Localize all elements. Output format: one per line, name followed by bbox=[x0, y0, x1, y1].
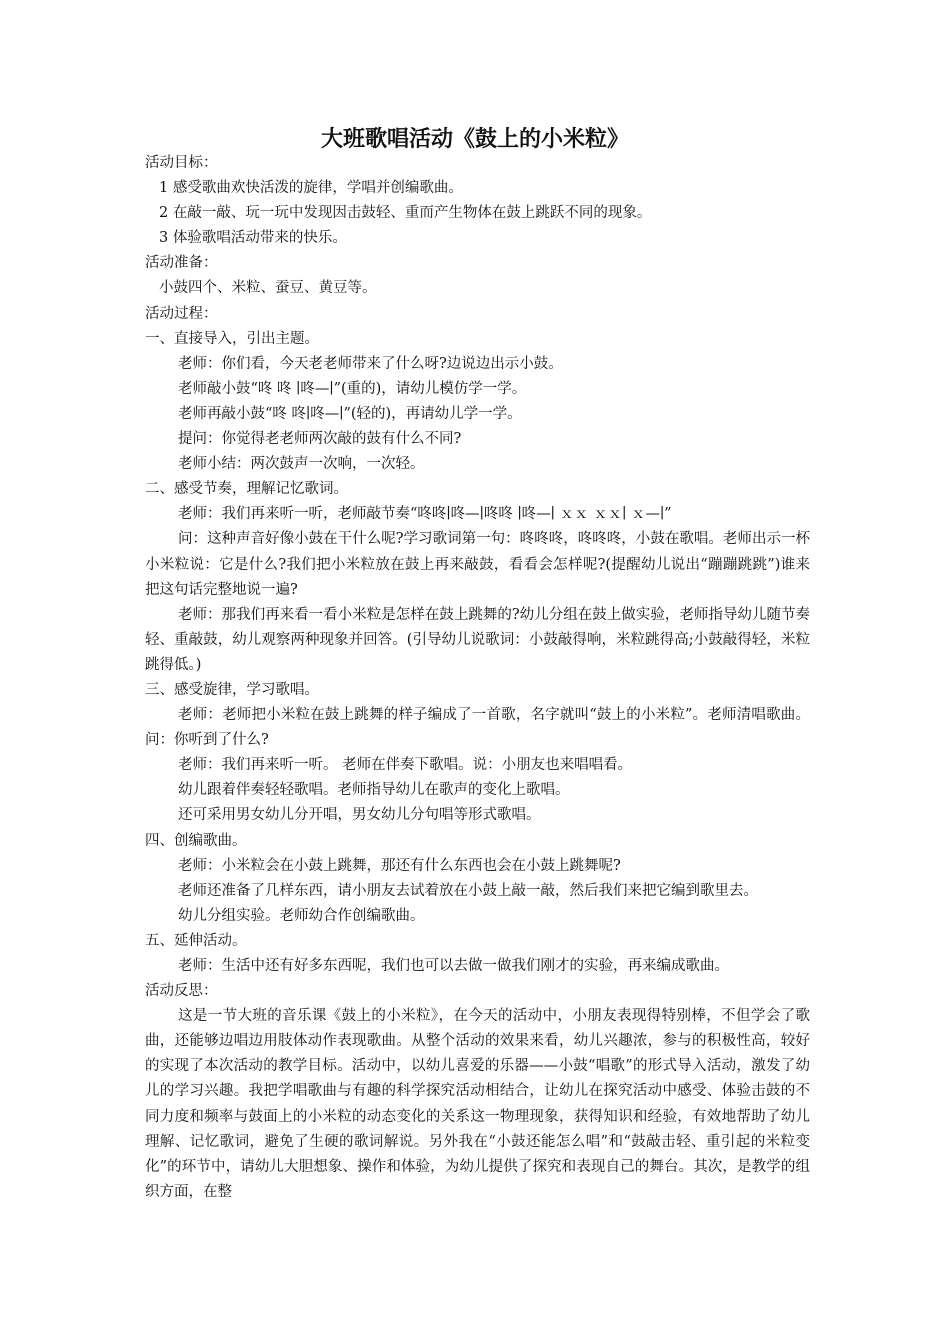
text-line: 活动目标： bbox=[145, 155, 218, 171]
paragraph: 老师还准备了几样东西，请小朋友去试着放在小鼓上敲一敲，然后我们来把它编到歌里去。 bbox=[178, 882, 758, 899]
text-line: 3 体验歌唱活动带来的快乐。 bbox=[159, 230, 347, 247]
text-line: 老师：我们再来听一听，老师敲节奏“咚咚∣咚—∣咚咚 ∣咚—∣ ｘｘ ｘｘ∣ ｘ—∣” bbox=[178, 506, 672, 523]
paragraph: 老师：老师把小米粒在鼓上跳舞的样子编成了一首歌，名字就叫“鼓上的小米粒”。老师清唱歌曲。问：你听到了什么? bbox=[145, 707, 810, 749]
paragraph: 这是一节大班的音乐课《鼓上的小米粒》，在今天的活动中，小朋友表现得特别棒，不但学会了歌曲，还能够边唱边用肢体动作表现歌曲。从整个活动的效果来看，幼儿兴趣浓，参与的积极性高，较好的实现了本次活动的教学目标。活动中，以幼儿喜爱的乐器——小鼓“唱歌”的形式导入活动，激发了幼儿的学习兴趣。我把学唱歌曲与有趣的科学探究活动相结合，让幼儿在探究活动中感受、体验击鼓的不同力度和频率与鼓面上的小米粒的动态变化的关系这一物理现象，获得知识和经验，有效地帮助了幼儿理解、记忆歌词，避免了生硬的歌词解说。另外我在“小鼓还能怎么唱”和“鼓敲击轻、重引起的米粒变化”的环节中，请幼儿大胆想象、操作和体验，为幼儿提供了探究和表现自己的舞台。其次，是教学的组织方面，在整 bbox=[145, 1008, 810, 1200]
text-line: 活动过程： bbox=[145, 305, 218, 322]
text-line: 老师敲小鼓“咚 咚 ∣咚—∣”(重的)，请幼儿模仿学一学。 bbox=[178, 380, 527, 397]
text-line: 老师：生活中还有好多东西呢，我们也可以去做一做我们刚才的实验，再来编成歌曲。 bbox=[178, 958, 729, 974]
section-heading: 一、直接导入，引出主题。 bbox=[145, 330, 319, 347]
text-line: 1 感受歌曲欢快活泼的旋律，学唱并创编歌曲。 bbox=[159, 180, 463, 197]
text-line: 2 在敲一敲、玩一玩中发现因击鼓轻、重而产生物体在鼓上跳跃不同的现象。 bbox=[159, 205, 652, 222]
text-line: 老师小结：两次鼓声一次响，一次轻。 bbox=[178, 456, 425, 473]
paragraph: 老师：那我们再来看一看小米粒是怎样在鼓上跳舞的?幼儿分组在鼓上做实验，老师指导幼儿随节奏轻、重敲鼓，幼儿观察两种现象并回答。(引导幼儿说歌词：小鼓敲得响，米粒跳得高;小鼓敲得轻，米粒跳得低。) bbox=[145, 606, 810, 673]
text-line: 小鼓四个、米粒、蚕豆、黄豆等。 bbox=[159, 280, 377, 297]
text-line: 老师：你们看，今天老老师带来了什么呀?边说边出示小鼓。 bbox=[178, 355, 563, 372]
document-title: 大班歌唱活动《鼓上的小米粒》 bbox=[320, 127, 629, 152]
document-body bbox=[145, 151, 810, 1205]
text-line: 提问：你觉得老老师两次敲的鼓有什么不同? bbox=[178, 431, 462, 448]
section-heading: 三、感受旋律，学习歌唱。 bbox=[145, 681, 319, 698]
section-heading: 四、创编歌曲。 bbox=[145, 832, 247, 849]
text-line: 老师再敲小鼓“咚 咚∣咚—∣”(轻的)，再请幼儿学一学。 bbox=[178, 405, 522, 422]
text-line: 还可采用男女幼儿分开唱，男女幼儿分句唱等形式歌唱。 bbox=[178, 807, 541, 824]
text-line: 老师：我们再来听一听。 老师在伴奏下歌唱。说：小朋友也来唱唱看。 bbox=[178, 757, 633, 774]
text-line: 活动准备： bbox=[145, 255, 218, 272]
section-heading: 二、感受节奏，理解记忆歌词。 bbox=[145, 481, 348, 498]
section-heading: 五、延伸活动。 bbox=[145, 932, 247, 949]
text-line: 老师：小米粒会在小鼓上跳舞，那还有什么东西也会在小鼓上跳舞呢? bbox=[178, 857, 621, 874]
paragraph: 问：这种声音好像小鼓在干什么呢?学习歌词第一句：咚咚咚，咚咚咚，小鼓在歌唱。老师出示一杯小米粒说：它是什么?我们把小米粒放在鼓上再来敲鼓，看看会怎样呢?(提醒幼儿说出“蹦蹦跳跳”)谁来把这句话完整地说一遍? bbox=[145, 531, 810, 598]
text-line: 幼儿分组实验。老师幼合作创编歌曲。 bbox=[178, 907, 425, 924]
text-line: 幼儿跟着伴奏轻轻歌唱。老师指导幼儿在歌声的变化上歌唱。 bbox=[178, 782, 570, 799]
section-heading: 活动反思： bbox=[145, 983, 218, 1000]
